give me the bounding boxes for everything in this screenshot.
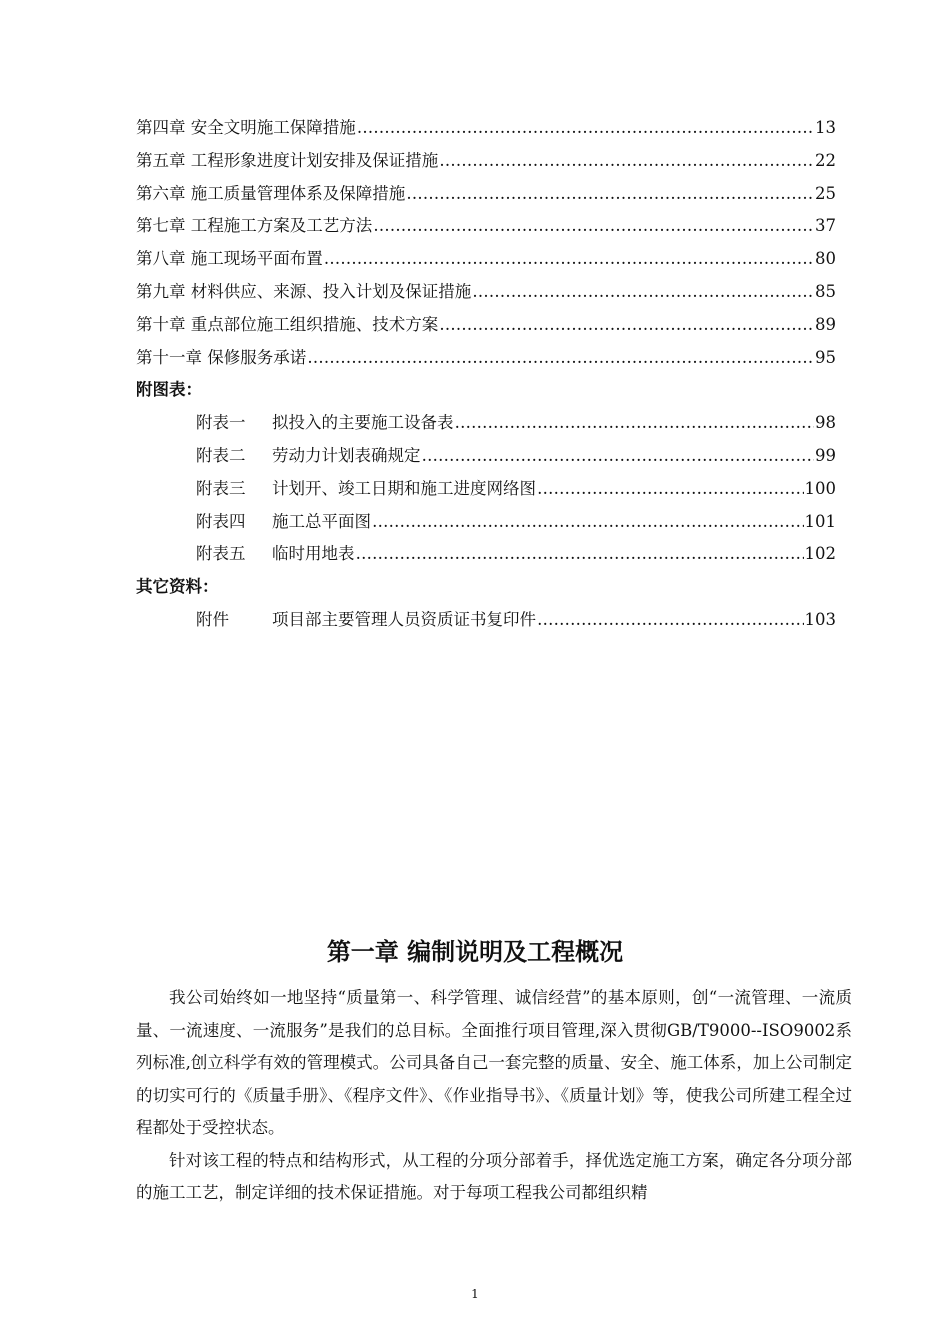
toc-entry[interactable] — [136, 342, 836, 375]
toc-entry-label: 第八章 施工现场平面布置 — [136, 249, 323, 269]
toc-entry-label: 第十一章 保修服务承诺 — [136, 347, 307, 367]
toc-leader-dots — [357, 112, 814, 145]
table-of-contents — [136, 112, 836, 637]
toc-leader-dots — [324, 243, 814, 276]
attachment-entry[interactable] — [136, 604, 836, 637]
toc-entry-label: 第十章 重点部位施工组织措施、技术方案 — [136, 314, 439, 334]
appendix-entry-text — [196, 440, 421, 473]
appendix-entry[interactable] — [136, 506, 836, 539]
appendix-code: 附表一 — [196, 413, 246, 433]
appendix-label: 劳动力计划表确规定 — [272, 445, 421, 465]
toc-entry-page: 25 — [815, 183, 836, 203]
appendix-page: 102 — [804, 544, 836, 564]
toc-entry[interactable] — [136, 276, 836, 309]
toc-entry[interactable] — [136, 243, 836, 276]
toc-entry[interactable] — [136, 309, 836, 342]
toc-leader-dots — [406, 178, 814, 211]
other-materials-heading: 其它资料： — [136, 577, 219, 597]
appendix-page: 98 — [815, 413, 836, 433]
appendix-label: 拟投入的主要施工设备表 — [272, 413, 454, 433]
toc-entry-page: 80 — [815, 249, 836, 269]
toc-leader-dots — [356, 538, 804, 571]
appendix-code: 附表四 — [196, 511, 246, 531]
toc-entry-label: 第九章 材料供应、来源、投入计划及保证措施 — [136, 281, 472, 301]
appendix-label: 施工总平面图 — [272, 511, 371, 531]
appendix-page: 99 — [815, 445, 836, 465]
appendix-heading: 附图表： — [136, 380, 202, 400]
appendix-code: 附表三 — [196, 478, 246, 498]
toc-entry-label: 第六章 施工质量管理体系及保障措施 — [136, 183, 406, 203]
appendix-entry-text — [196, 407, 454, 440]
paragraph: 我公司始终如一地坚持“质量第一、科学管理、诚信经营”的基本原则，创“一流管理、一流质量、一流速度、一流服务”是我们的总目标。全面推行项目管理,深入贯彻GB/T9000--ISO9002系列标准,创立科学有效的管理模式。公司具备自己一套完整的质量、安全、施工体系，加上公司制定的切实可行的《质量手册》、《程序文件》、《作业指导书》、《质量计划》等，使我公司所建工程全过程都处于受控状态。 — [136, 988, 852, 1137]
chapter-title: 第一章 编制说明及工程概况 — [326, 938, 624, 966]
toc-entry[interactable] — [136, 178, 836, 211]
appendix-entry-text — [196, 506, 371, 539]
appendix-label: 临时用地表 — [272, 544, 355, 564]
body-text — [136, 982, 852, 1210]
appendix-label: 计划开、竣工日期和施工进度网络图 — [272, 478, 536, 498]
appendix-entry[interactable] — [136, 473, 836, 506]
toc-entry-page: 95 — [815, 347, 836, 367]
toc-leader-dots — [439, 145, 814, 178]
toc-leader-dots — [455, 407, 815, 440]
toc-leader-dots — [537, 604, 804, 637]
toc-entry-page: 22 — [815, 150, 836, 170]
toc-entry-page: 89 — [815, 314, 836, 334]
attachment-entry-text — [196, 604, 536, 637]
toc-entry-label: 第五章 工程形象进度计划安排及保证措施 — [136, 150, 439, 170]
toc-entry[interactable] — [136, 145, 836, 178]
toc-entry-page: 37 — [815, 216, 836, 236]
toc-leader-dots — [307, 342, 814, 375]
attachment-page: 103 — [804, 609, 836, 629]
toc-entry[interactable] — [136, 210, 836, 243]
appendix-entry[interactable] — [136, 538, 836, 571]
toc-entry-label: 第四章 安全文明施工保障措施 — [136, 118, 356, 137]
toc-leader-dots — [439, 309, 814, 342]
toc-entry[interactable] — [136, 112, 836, 145]
attachment-code: 附件 — [196, 609, 229, 629]
appendix-entry[interactable] — [136, 407, 836, 440]
appendix-entry-text — [196, 538, 355, 571]
toc-entry-label: 第七章 工程施工方案及工艺方法 — [136, 216, 373, 236]
page-number: 1 — [471, 1287, 479, 1301]
appendix-code: 附表五 — [196, 544, 246, 564]
toc-leader-dots — [372, 506, 804, 539]
toc-leader-dots — [472, 276, 814, 309]
toc-leader-dots — [537, 473, 804, 506]
toc-leader-dots — [373, 210, 814, 243]
toc-entry-page: 85 — [815, 281, 836, 301]
appendix-code: 附表二 — [196, 445, 246, 465]
appendix-page: 101 — [804, 511, 836, 531]
attachment-label: 项目部主要管理人员资质证书复印件 — [272, 609, 536, 629]
toc-leader-dots — [422, 440, 815, 473]
appendix-page: 100 — [804, 478, 836, 498]
appendix-entry-text — [196, 473, 536, 506]
appendix-entry[interactable] — [136, 440, 836, 473]
toc-entry-page: 13 — [815, 118, 836, 137]
paragraph: 针对该工程的特点和结构形式，从工程的分项分部着手，择优选定施工方案，确定各分项分部的施工工艺，制定详细的技术保证措施。对于每项工程我公司都组织精 — [136, 1150, 852, 1202]
